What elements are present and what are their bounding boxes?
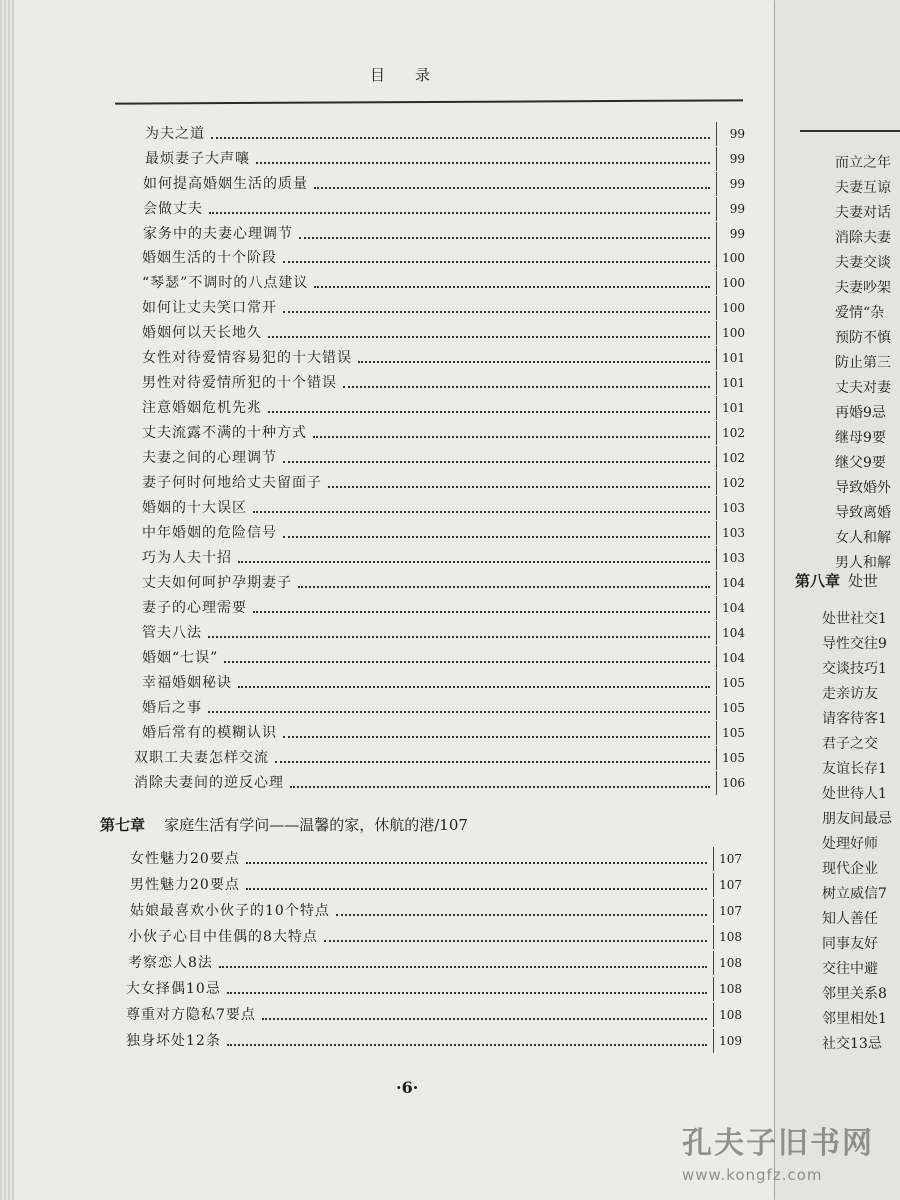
- chapter-title: 家庭生活有学问——温馨的家，休航的港/107: [164, 816, 468, 834]
- right-toc-entry: 社交13忌: [822, 1036, 882, 1052]
- watermark-url: www.kongfz.com: [682, 1166, 823, 1184]
- toc-entry: 妻子何时何地给丈夫留面子 102: [142, 471, 745, 495]
- toc-entry: 丈夫如何呵护孕期妻子 104: [142, 571, 745, 595]
- right-toc-entry: 君子之交: [822, 736, 878, 752]
- toc-entry: 婚后之事 105: [142, 696, 745, 720]
- chapter-heading: [100, 814, 468, 835]
- right-toc-entry: 处世待人1: [822, 786, 887, 802]
- right-toc-entry: 现代企业: [822, 861, 878, 877]
- right-toc-entry: 夫妻吵架: [835, 280, 891, 296]
- right-toc-entry: 而立之年: [835, 155, 891, 171]
- toc-entry: 婚姻的十大误区 103: [142, 496, 745, 520]
- right-page-rule: [800, 130, 900, 132]
- right-toc-entry: 交谈技巧1: [822, 661, 887, 677]
- toc-entry: 最烦妻子大声嚷 99: [145, 147, 745, 171]
- page-number: ·6·: [396, 1078, 419, 1097]
- toc-entry: 如何让丈夫笑口常开 100: [142, 296, 745, 320]
- right-toc-entry: 导致离婚: [835, 505, 891, 521]
- right-toc-entry: 继母9要: [835, 430, 886, 446]
- chapter-number: 第七章: [100, 816, 146, 834]
- right-chapter-heading: [795, 570, 878, 591]
- right-toc-entry: 树立威信7: [822, 886, 887, 902]
- toc-entry: 女性魅力20要点 107: [130, 847, 742, 871]
- right-toc-entry: 丈夫对妻: [835, 380, 891, 396]
- right-toc-entry: 导性交往9: [822, 636, 887, 652]
- toc-entry: 婚姻何以天长地久 100: [142, 321, 745, 345]
- right-toc-entry: 请客待客1: [822, 711, 887, 727]
- right-toc-entry: 男人和解: [835, 555, 891, 571]
- toc-entry: 婚后常有的模糊认识 105: [142, 721, 745, 745]
- toc-entry: 如何提高婚姻生活的质量 99: [143, 172, 745, 196]
- toc-entry: 消除夫妻间的逆反心理 106: [134, 771, 745, 795]
- toc-entry: 夫妻之间的心理调节 102: [142, 446, 745, 470]
- right-toc-entry: 夫妻对话: [835, 205, 891, 221]
- toc-entry: 巧为人夫十招 103: [142, 546, 745, 570]
- toc-entry: 大女择偶10忌 108: [126, 977, 742, 1001]
- right-toc-entry: 邻里相处1: [822, 1011, 887, 1027]
- toc-entry: 中年婚姻的危险信号 103: [142, 521, 745, 545]
- right-toc-entry: 爱情“杂: [835, 305, 885, 321]
- toc-entry: 婚姻“七误” 104: [142, 646, 745, 670]
- right-toc-entry: 再婚9忌: [835, 405, 886, 421]
- right-toc-entry: 处世社交1: [822, 611, 887, 627]
- toc-entry: 家务中的夫妻心理调节 99: [143, 222, 745, 246]
- right-toc-entry: 知人善任: [822, 911, 878, 927]
- right-toc-entry: 防止第三: [835, 355, 891, 371]
- right-toc-entry: 走亲访友: [822, 686, 878, 702]
- toc-entry: 尊重对方隐私7要点 108: [126, 1003, 742, 1027]
- toc-entry: 男性魅力20要点 107: [130, 873, 742, 897]
- toc-entry: 注意婚姻危机先兆 101: [142, 396, 745, 420]
- right-chapter-number: 第八章: [795, 572, 841, 590]
- toc-entry: 婚姻生活的十个阶段 100: [142, 246, 745, 270]
- right-toc-entry: 消除夫妻: [835, 230, 891, 246]
- toc-entry: 考察恋人8法 108: [128, 951, 742, 975]
- right-toc-entry: 女人和解: [835, 530, 891, 546]
- toc-entry: 男性对待爱情所犯的十个错误 101: [142, 371, 745, 395]
- toc-entry: 独身坏处12条 109: [126, 1029, 742, 1053]
- right-chapter-title: 处世: [848, 572, 879, 590]
- watermark-text: 孔夫子旧书网: [682, 1126, 874, 1161]
- toc-entry: 为夫之道 99: [145, 122, 745, 146]
- toc-entry: 妻子的心理需要 104: [142, 596, 745, 620]
- right-toc-entry: 友谊长存1: [822, 761, 887, 777]
- right-toc-entry: 导致婚外: [835, 480, 891, 496]
- toc-entry: 姑娘最喜欢小伙子的10个特点 107: [130, 899, 742, 923]
- right-toc-entry: 预防不慎: [835, 330, 891, 346]
- right-toc-entry: 继父9要: [835, 455, 886, 471]
- right-toc-entry: 邻里关系8: [822, 986, 887, 1002]
- right-toc-entry: 同事友好: [822, 936, 878, 952]
- toc-entry: 管夫八法 104: [142, 621, 745, 645]
- right-toc-entry: 处理好师: [822, 836, 878, 852]
- toc-entry: 会做丈夫 99: [143, 197, 745, 221]
- toc-entry: 幸福婚姻秘诀 105: [142, 671, 745, 695]
- right-toc-entry: 夫妻交谈: [835, 255, 891, 271]
- toc-entry: 丈夫流露不满的十种方式 102: [142, 421, 745, 445]
- watermark: [682, 1118, 894, 1184]
- toc-entry: 女性对待爱情容易犯的十大错误 101: [142, 346, 745, 370]
- right-toc-entry: 夫妻互谅: [835, 180, 891, 196]
- toc-entry: 小伙子心目中佳偶的8大特点 108: [128, 925, 742, 949]
- page-header-title: 目录: [370, 66, 461, 84]
- right-toc-entry: 朋友间最忌: [822, 811, 892, 827]
- right-toc-entry: 交往中避: [822, 961, 878, 977]
- toc-entry: “琴瑟”不调时的八点建议 100: [142, 271, 745, 295]
- toc-entry: 双职工夫妻怎样交流 105: [134, 746, 745, 770]
